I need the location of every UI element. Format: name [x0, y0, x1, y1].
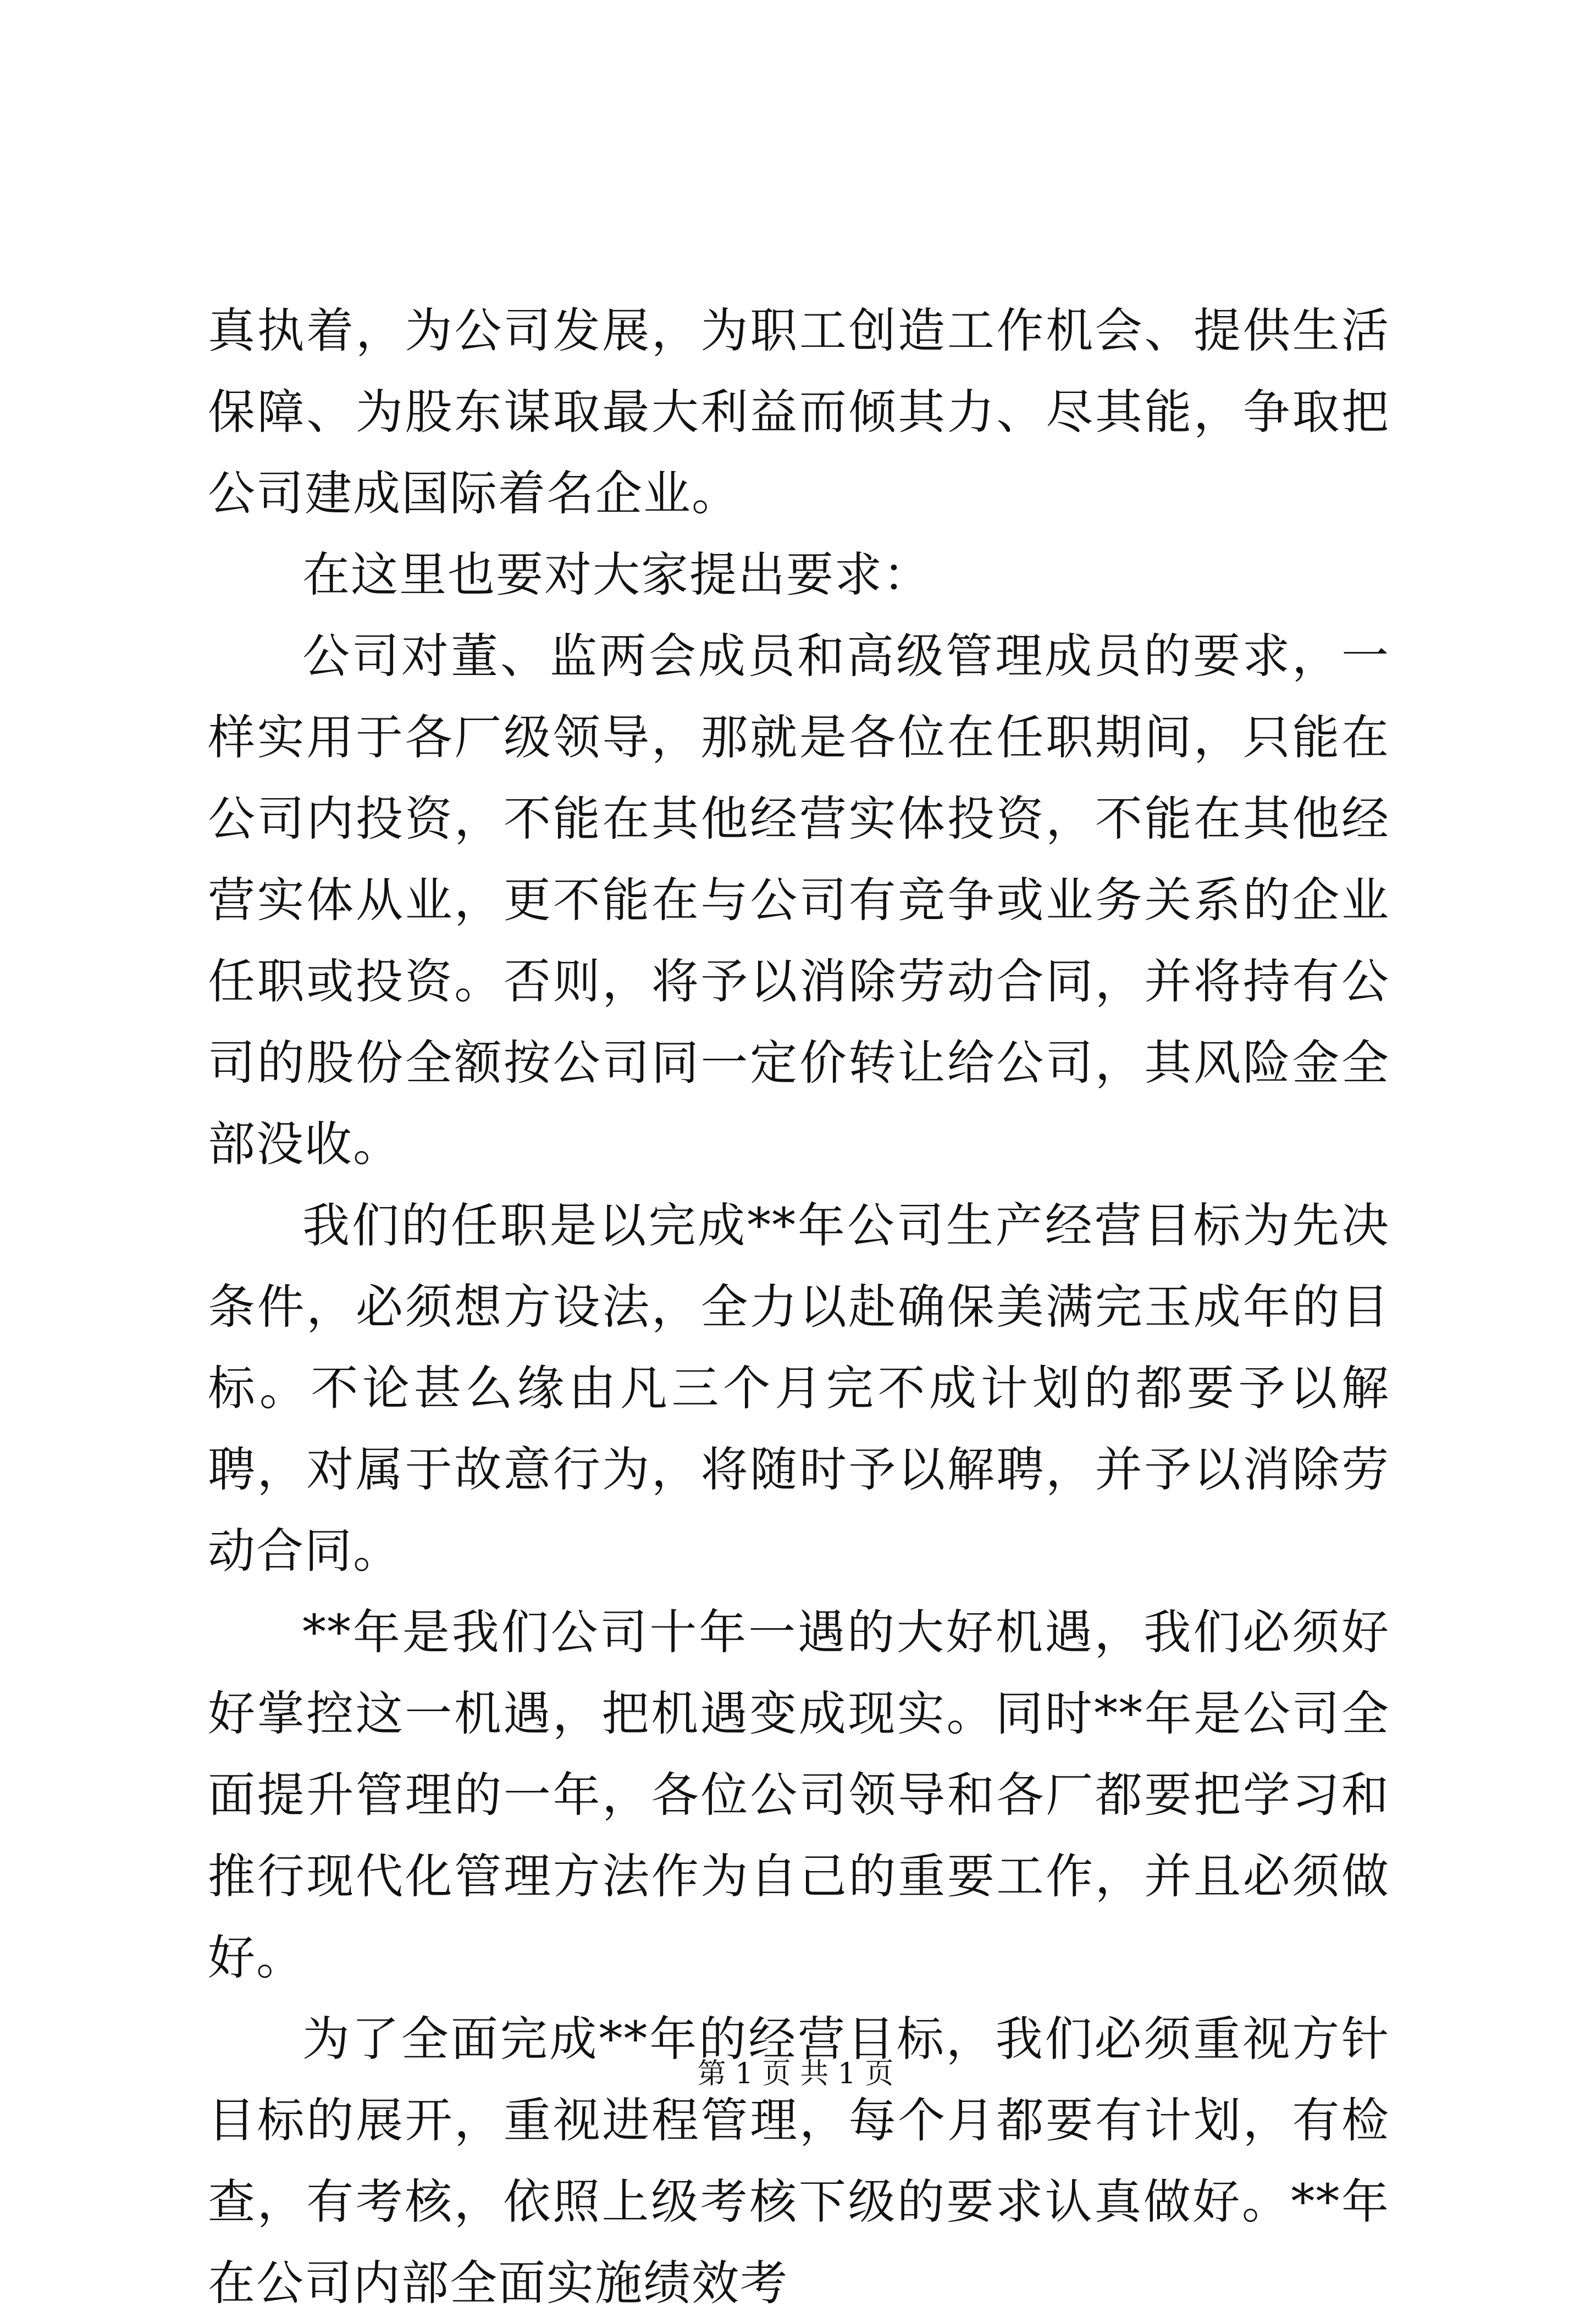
page-footer: 第 1 页 共 1 页	[697, 2057, 894, 2090]
paragraph-3: 公司对董、监两会成员和高级管理成员的要求，一样实用于各厂级领导，那就是各位在任职期间，只能在公司内投资，不能在其他经营实体投资，不能在其他经营实体从业，更不能在与公司有竞争或业务关系的企业任职或投资。否则，将予以消除劳动合同，并将持有公司的股份全额按公司同一定价转让给公司，其风险金全部没收。	[208, 629, 1390, 1172]
paragraph-5: **年是我们公司十年一遇的大好机遇，我们必须好好掌控这一机遇，把机遇变成现实。同时**年是公司全面提升管理的一年，各位公司领导和各厂都要把学习和推行现代化管理方法作为自己的重要工作，并且必须做好。	[208, 1605, 1390, 1985]
paragraph-4: 我们的任职是以完成**年公司生产经营目标为先决条件，必须想方设法，全力以赴确保美满完玉成年的目标。不论甚么缘由凡三个月完不成计划的都要予以解聘，对属于故意行为，将随时予以解聘，并予以消除劳动合同。	[208, 1198, 1390, 1579]
document-body	[208, 290, 1390, 2324]
paragraph-6: 为了全面完成**年的经营目标，我们必须重视方针目标的展开，重视进程管理，每个月都要有计划，有检查，有考核，依照上级考核下级的要求认真做好。**年在公司内部全面实施绩效考	[208, 2012, 1390, 2311]
paragraph-1: 真执着，为公司发展，为职工创造工作机会、提供生活保障、为股东谋取最大利益而倾其力、尽其能，争取把公司建成国际着名企业。	[208, 303, 1390, 521]
paragraph-2: 在这里也要对大家提出要求：	[302, 547, 931, 602]
